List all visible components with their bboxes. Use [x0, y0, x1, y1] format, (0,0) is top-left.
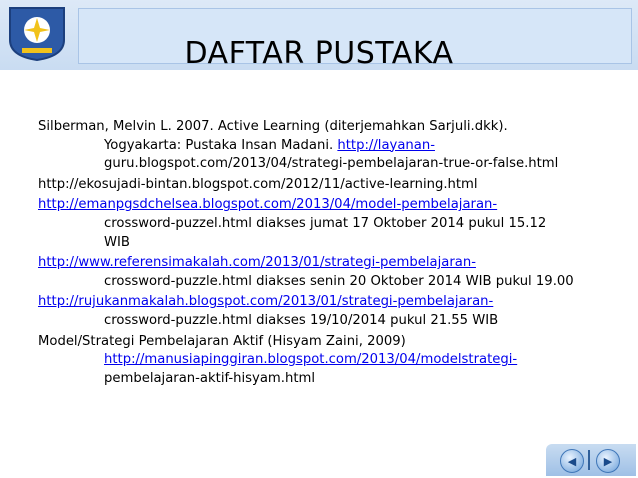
- reference-entry: [38, 176, 628, 195]
- reference-entry: [38, 196, 628, 252]
- nav-divider: [588, 450, 590, 470]
- reference-link[interactable]: http://emanpgsdchelsea.blogspot.com/2013/04/model-pembelajaran-: [38, 197, 498, 213]
- reference-entry: [38, 118, 628, 174]
- reference-text: Yogyakarta: Pustaka Insan Madani.: [104, 137, 338, 153]
- reference-entry: [38, 254, 628, 291]
- previous-arrow-icon: ◀: [567, 454, 577, 468]
- reference-text: crossword-puzzel.html diakses jumat 17 Oktober 2014 pukul 15.12: [104, 215, 547, 231]
- reference-text: WIB: [104, 234, 130, 250]
- previous-slide-button[interactable]: [560, 449, 584, 473]
- reference-text: crossword-puzzle.html diakses senin 20 Oktober 2014 WIB pukul 19.00: [104, 273, 574, 289]
- reference-link[interactable]: http://manusiapinggiran.blogspot.com/2013/04/modelstrategi-: [104, 352, 518, 368]
- reference-link[interactable]: http://www.referensimakalah.com/2013/01/strategi-pembelajaran-: [38, 255, 476, 271]
- reference-list: [38, 118, 628, 390]
- reference-text: Silberman, Melvin L. 2007. Active Learning (diterjemahkan Sarjuli.dkk).: [38, 119, 508, 134]
- slide-title: DAFTAR PUSTAKA: [184, 36, 454, 71]
- reference-entry: [38, 293, 628, 330]
- next-slide-button[interactable]: [596, 449, 620, 473]
- reference-text: guru.blogspot.com/2013/04/strategi-pembelajaran-true-or-false.html: [104, 156, 559, 172]
- reference-text: http://ekosujadi-bintan.blogspot.com/2012/11/active-learning.html: [38, 176, 478, 192]
- reference-text: crossword-puzzle.html diakses 19/10/2014 pukul 21.55 WIB: [104, 312, 499, 328]
- next-arrow-icon: ▶: [603, 454, 613, 468]
- reference-text: pembelajaran-aktif-hisyam.html: [104, 370, 316, 386]
- reference-link[interactable]: http://layanan-: [337, 137, 435, 153]
- reference-entry: [38, 333, 628, 389]
- reference-link[interactable]: http://rujukanmakalah.blogspot.com/2013/01/strategi-pembelajaran-: [38, 294, 494, 310]
- reference-text: Model/Strategi Pembelajaran Aktif (Hisyam Zaini, 2009): [38, 333, 406, 349]
- slide-navigation: [546, 444, 636, 476]
